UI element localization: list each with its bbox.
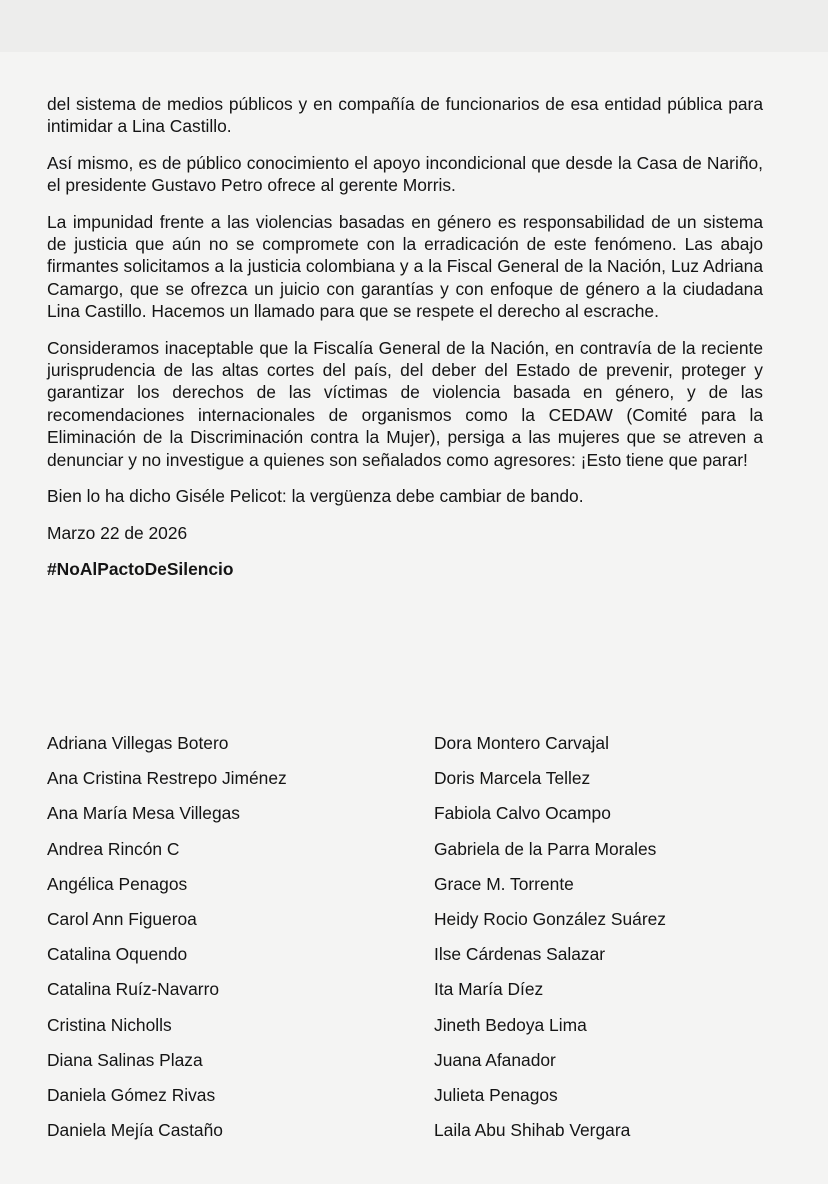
signatory-name: Ilse Cárdenas Salazar bbox=[434, 944, 606, 965]
paragraph-presidential-support: Así mismo, es de público conocimiento el apoyo incondicional que desde la Casa de Nariño, el presidente Gustavo Petro ofrece al gerente Morris. bbox=[47, 152, 763, 196]
signatory-name: Cristina Nicholls bbox=[47, 1014, 172, 1035]
signatory-name: Carol Ann Figueroa bbox=[47, 909, 197, 930]
signatory-name: Dora Montero Carvajal bbox=[434, 733, 609, 753]
signatory-name: Fabiola Calvo Ocampo bbox=[434, 803, 611, 824]
signatory-name: Diana Salinas Plaza bbox=[47, 1049, 203, 1070]
signatory-name: Julieta Penagos bbox=[434, 1085, 558, 1106]
signatory-name: Adriana Villegas Botero bbox=[47, 733, 229, 753]
signatory-name: Heidy Rocio González Suárez bbox=[434, 909, 666, 930]
signatory-name: Daniela Gómez Rivas bbox=[47, 1085, 216, 1106]
signatory-name: Andrea Rincón C bbox=[47, 838, 180, 859]
signatory-name: Grace M. Torrente bbox=[434, 873, 574, 894]
signatory-name: Ana María Mesa Villegas bbox=[47, 803, 241, 824]
signatory-name: Jineth Bedoya Lima bbox=[434, 1014, 587, 1035]
signatory-name: Catalina Oquendo bbox=[47, 944, 188, 965]
paragraph-impunity: La impunidad frente a las violencias basadas en género es responsabilidad de un sistema de justicia que aún no se compromete con la erradicación de este fenómeno. Las abajo firmantes solicitamos a la justicia colombiana y a la Fiscal General de la Nación, Luz Adriana Camargo, que se ofrezca un juicio con garantías y con enfoque de género a la ciudadana Lina Castillo. Hacemos un llamado para que se respete el derecho al escrache. bbox=[47, 211, 763, 322]
signatory-name: Ita María Díez bbox=[434, 979, 544, 1000]
signatory-name: Gabriela de la Parra Morales bbox=[434, 838, 657, 859]
signatory-name: Daniela Mejía Castaño bbox=[47, 1120, 223, 1141]
page-top-shadow bbox=[0, 0, 828, 52]
paragraph-pelicot-quote: Bien lo ha dicho Giséle Pelicot: la vergüenza debe cambiar de bando. bbox=[47, 486, 584, 507]
paragraph-fiscalia: Consideramos inaceptable que la Fiscalía General de la Nación, en contravía de la reciente jurisprudencia de las altas cortes del país, del deber del Estado de prevenir, proteger y garantizar los derechos de las víctimas de violencia basada en género, y de las recomendaciones internacionales de organismos como la CEDAW (Comité para la Eliminación de la Discriminación contra la Mujer), persiga a las mujeres que se atreven a denunciar y no investigue a quienes son señalados como agresores: ¡Esto tiene que parar! bbox=[47, 337, 763, 470]
signatories-list bbox=[47, 726, 787, 1148]
signatory-name: Catalina Ruíz-Navarro bbox=[47, 979, 220, 1000]
letter-body bbox=[47, 93, 763, 580]
signatory-name: Laila Abu Shihab Vergara bbox=[434, 1120, 631, 1141]
signatories-left-column bbox=[47, 726, 434, 1148]
paragraph-media-intimidation: del sistema de medios públicos y en compañía de funcionarios de esa entidad pública para intimidar a Lina Castillo. bbox=[47, 94, 763, 137]
signatory-name: Angélica Penagos bbox=[47, 873, 188, 894]
signatory-name: Ana Cristina Restrepo Jiménez bbox=[47, 768, 287, 789]
signatories-right-column bbox=[434, 726, 787, 1148]
hashtag: #NoAlPactoDeSilencio bbox=[47, 558, 234, 579]
letter-date: Marzo 22 de 2026 bbox=[47, 522, 188, 543]
signatory-name: Doris Marcela Tellez bbox=[434, 768, 591, 789]
signatory-name: Juana Afanador bbox=[434, 1049, 556, 1070]
